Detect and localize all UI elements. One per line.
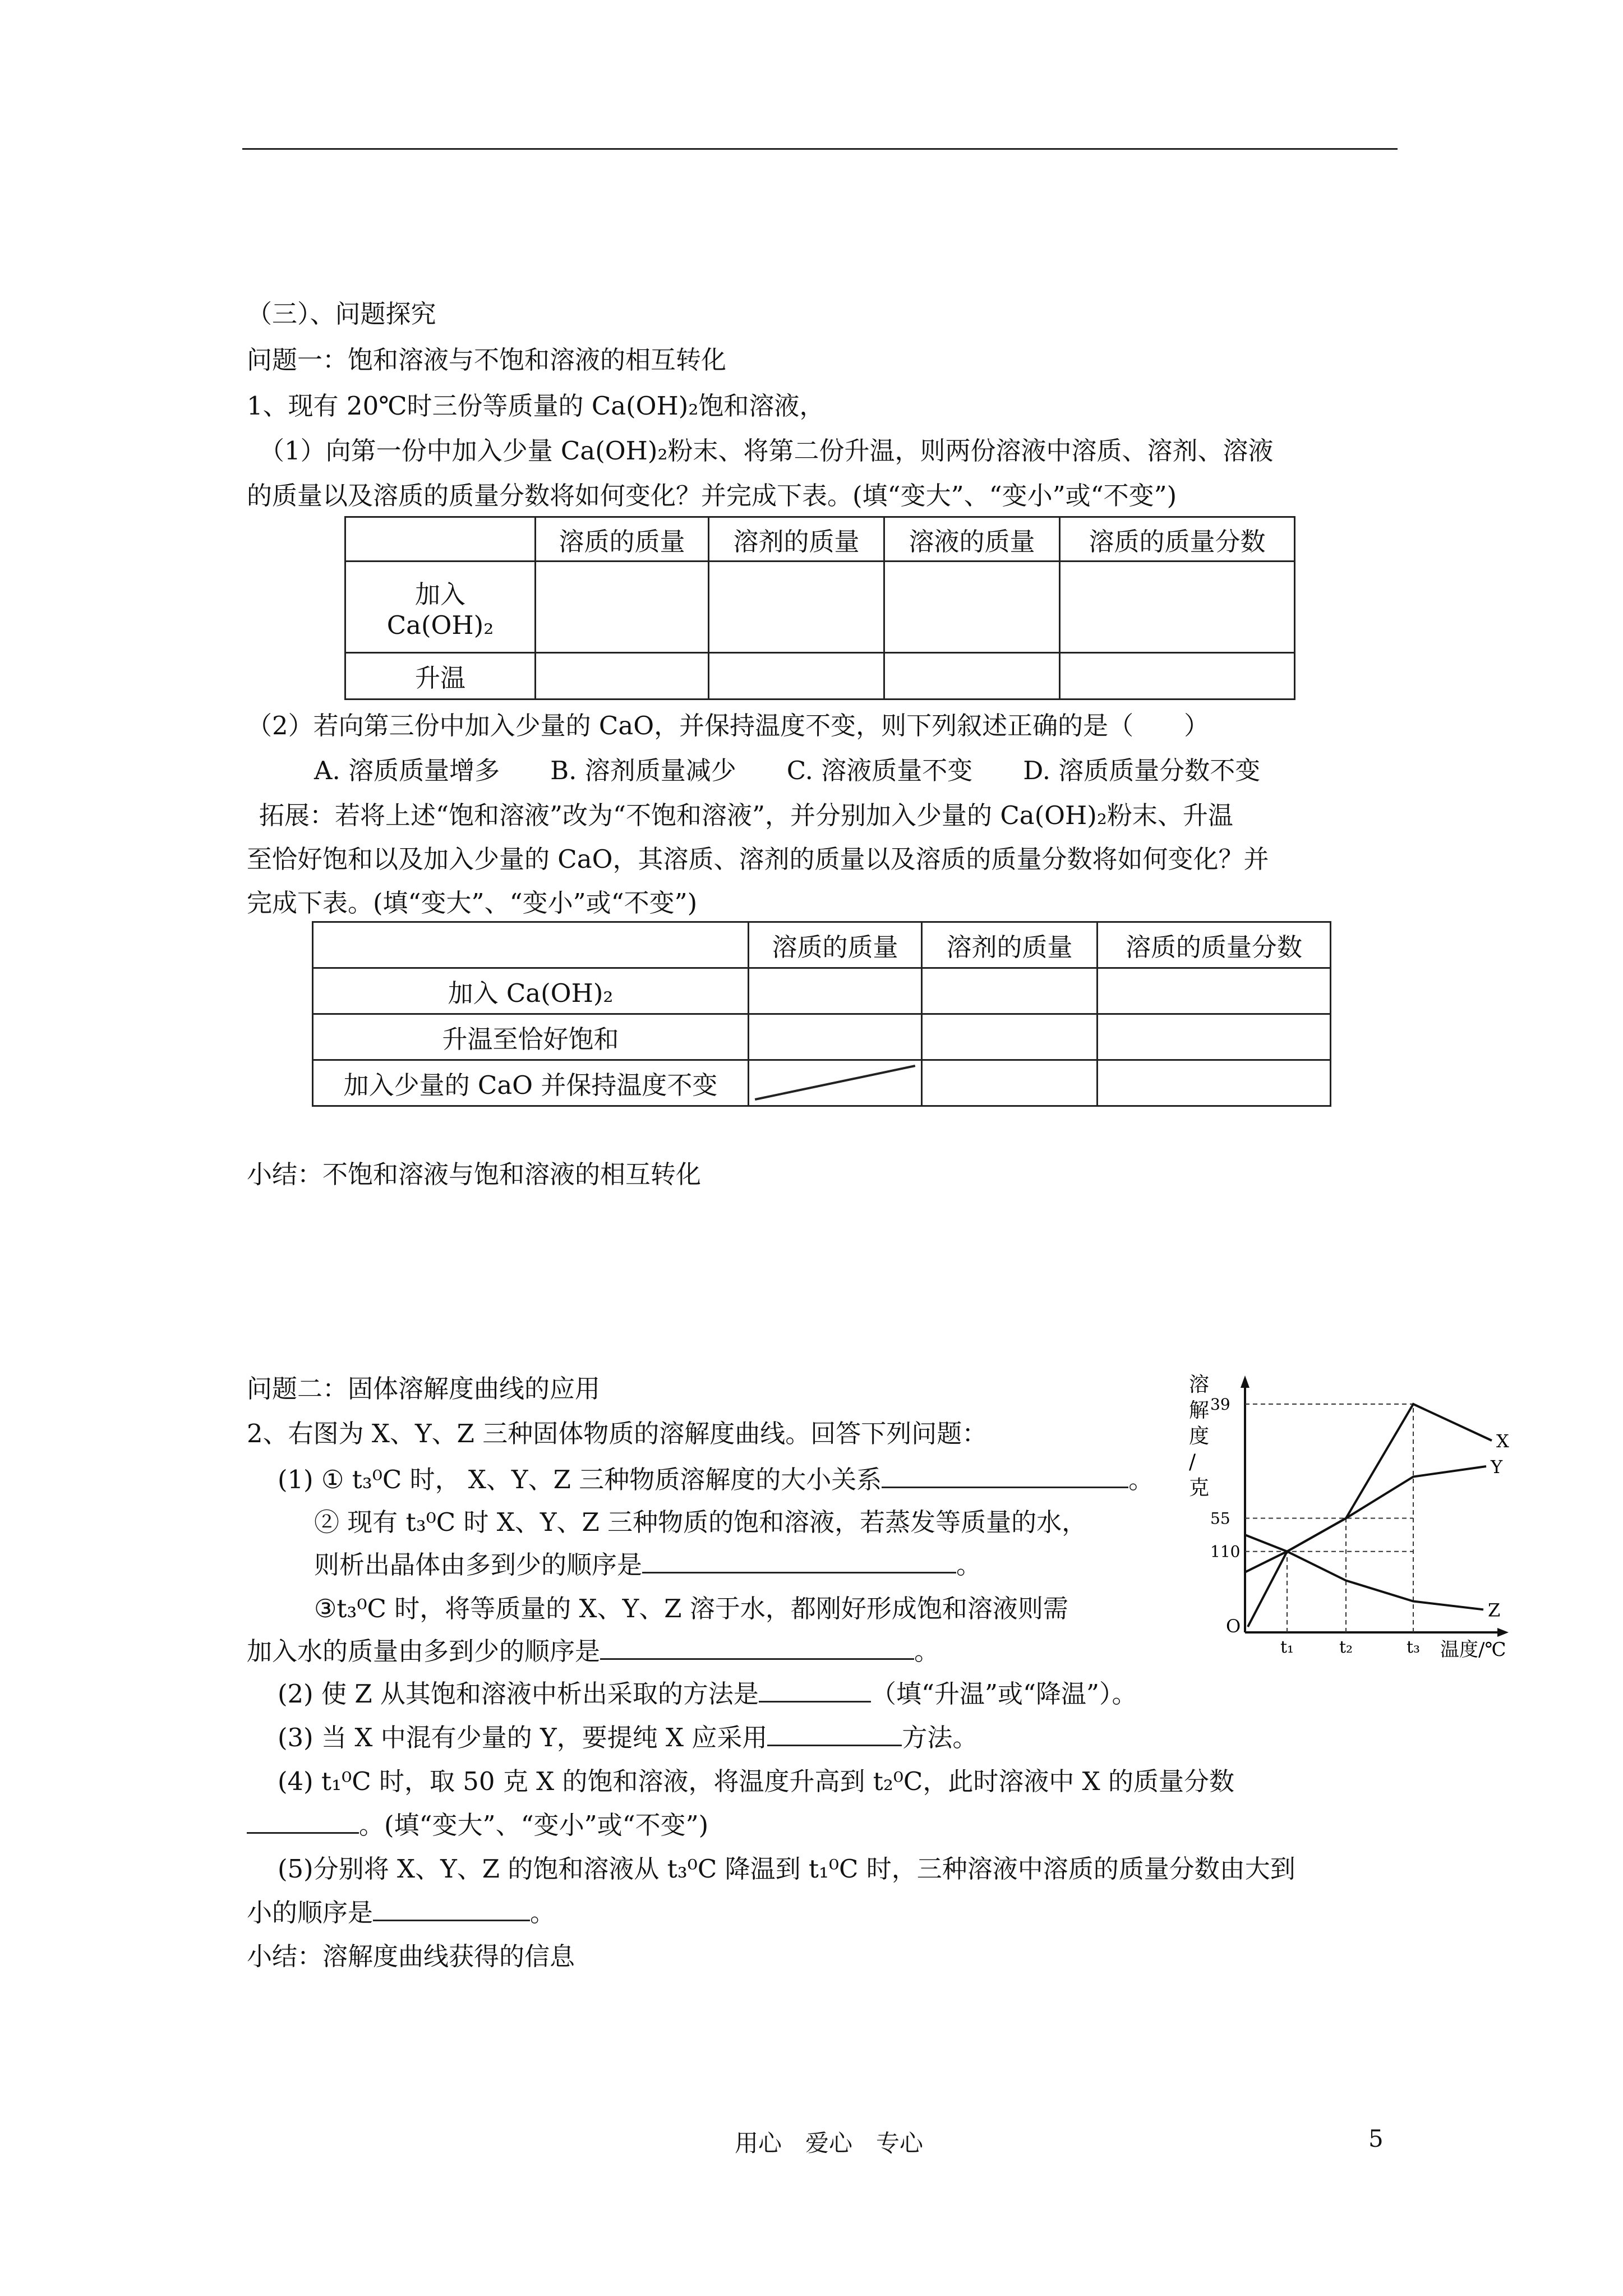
- table-header: 溶质的质量分数: [1098, 922, 1331, 968]
- q2-p2-end: （填“升温”或“降温”）。: [870, 1679, 1137, 1709]
- answer-cell[interactable]: [1098, 1060, 1331, 1106]
- answer-blank[interactable]: [600, 1658, 914, 1660]
- series-line-x: [1248, 1404, 1492, 1627]
- table-header: 溶质的质量: [536, 517, 709, 562]
- table-cell: [345, 517, 536, 562]
- ext-line2: 至恰好饱和以及加入少量的 CaO，其溶质、溶剂的质量以及溶质的质量分数将如何变化？并: [247, 844, 1269, 874]
- q2-s5-text: 加入水的质量由多到少的顺序是: [247, 1636, 601, 1666]
- diagonal-strike: [749, 1061, 921, 1105]
- q1-part2: （2）若向第三份中加入少量的 CaO，并保持温度不变，则下列叙述正确的是（ ）: [247, 711, 1210, 740]
- answer-cell[interactable]: [749, 968, 922, 1014]
- y-axis-label-char: 解: [1189, 1399, 1210, 1422]
- answer-cell[interactable]: [884, 652, 1060, 699]
- x-tick-label: t₁: [1280, 1637, 1294, 1657]
- y-tick-label: 39: [1210, 1395, 1230, 1414]
- answer-cell[interactable]: [709, 652, 884, 699]
- series-label-x: X: [1496, 1430, 1509, 1452]
- answer-blank[interactable]: [247, 1832, 359, 1834]
- answer-cell[interactable]: [709, 562, 884, 653]
- table-header: 溶液的质量: [884, 517, 1060, 562]
- q2-s3: [314, 1549, 981, 1581]
- row-label: 加入 Ca(OH)₂: [313, 968, 749, 1014]
- origin-label: O: [1226, 1616, 1241, 1637]
- answer-cell[interactable]: [922, 1060, 1098, 1106]
- x-tick-label: t₂: [1339, 1637, 1353, 1657]
- q2-p5: (5)分别将 X、Y、Z 的饱和溶液从 t₃⁰C 降温到 t₁⁰C 时，三种溶液中溶质的质量分数由大到: [278, 1854, 1295, 1884]
- y-axis-label-char: 度: [1189, 1425, 1210, 1448]
- x-axis-arrow: [1497, 1628, 1509, 1637]
- x-axis-label: 温度/℃: [1440, 1639, 1506, 1660]
- row-label: 升温至恰好饱和: [313, 1014, 749, 1060]
- q2-summary: 小结：溶解度曲线获得的信息: [247, 1941, 575, 1971]
- table-header: 溶质的质量分数: [1060, 517, 1295, 562]
- ext-line3: 完成下表。(填“变大”、“变小”或“不变”): [247, 888, 698, 918]
- q2-s5: [247, 1636, 939, 1667]
- q2-s1-text: (1) ① t₃⁰C 时， X、Y、Z 三种物质溶解度的大小关系: [278, 1465, 882, 1494]
- q2-s5-end: 。: [914, 1636, 940, 1666]
- q2-intro: 2、右图为 X、Y、Z 三种固体物质的溶解度曲线。回答下列问题：: [247, 1419, 988, 1448]
- y-axis-arrow: [1241, 1375, 1249, 1388]
- q2-p5b-text: 小的顺序是: [247, 1898, 374, 1927]
- row-label-add: [345, 562, 536, 653]
- answer-cell[interactable]: [536, 562, 709, 653]
- q2-p5b: [247, 1897, 555, 1929]
- answer-cell[interactable]: [749, 1014, 922, 1060]
- q2-s3-end: 。: [956, 1550, 982, 1580]
- row-label: 加入少量的 CaO 并保持温度不变: [313, 1060, 749, 1106]
- q2-heading: 问题二：固体溶解度曲线的应用: [247, 1374, 601, 1404]
- q2-p2-text: (2) 使 Z 从其饱和溶液中析出采取的方法是: [278, 1679, 759, 1709]
- q1-summary: 小结：不饱和溶液与饱和溶液的相互转化: [247, 1159, 702, 1189]
- answer-cell[interactable]: [922, 968, 1098, 1014]
- table-1: [344, 516, 1295, 700]
- answer-blank[interactable]: [767, 1745, 902, 1746]
- table-cell: [313, 922, 749, 968]
- table-header: 溶剂的质量: [709, 517, 884, 562]
- header-rule: [242, 148, 1398, 150]
- answer-blank[interactable]: [882, 1487, 1128, 1488]
- q2-s1-end: 。: [1128, 1465, 1154, 1494]
- answer-cell[interactable]: [922, 1014, 1098, 1060]
- section-title: （三）、问题探究: [247, 299, 436, 329]
- y-axis-label-char: /: [1189, 1451, 1196, 1474]
- struck-cell: [749, 1060, 922, 1106]
- q1-options: A. 溶质质量增多 B. 溶剂质量减少 C. 溶液质量不变 D. 溶质质量分数不变: [314, 756, 1261, 785]
- q2-p2: [278, 1678, 1137, 1710]
- y-axis-label: [1189, 1373, 1209, 1499]
- row-label-add-b: Ca(OH)₂: [386, 610, 494, 640]
- series-line-y: [1245, 1466, 1486, 1572]
- answer-cell[interactable]: [536, 652, 709, 699]
- solubility-chart: [1172, 1369, 1520, 1660]
- answer-cell[interactable]: [1060, 652, 1295, 699]
- row-label-heat: 升温: [345, 652, 536, 699]
- table-2: [312, 921, 1331, 1107]
- footer-text: 用心 爱心 专心: [735, 2129, 924, 2157]
- series-label-y: Y: [1491, 1456, 1503, 1478]
- q2-p4b: [247, 1810, 708, 1841]
- series-label-z: Z: [1488, 1599, 1501, 1621]
- series-line-z: [1245, 1535, 1483, 1609]
- page-number: 5: [1368, 2125, 1384, 2152]
- answer-cell[interactable]: [1098, 968, 1331, 1014]
- answer-blank[interactable]: [373, 1920, 530, 1921]
- y-axis-label-char: 克: [1189, 1476, 1210, 1499]
- q2-s1: [278, 1464, 1154, 1496]
- q2-p4b-text: 。(填“变大”、“变小”或“不变”): [359, 1810, 709, 1840]
- y-tick-label: 110: [1210, 1542, 1241, 1561]
- answer-cell[interactable]: [1098, 1014, 1331, 1060]
- q2-p4: (4) t₁⁰C 时，取 50 克 X 的饱和溶液，将温度升高到 t₂⁰C，此时溶液中 X 的质量分数: [278, 1766, 1235, 1796]
- answer-cell[interactable]: [884, 562, 1060, 653]
- table-header: 溶剂的质量: [922, 922, 1098, 968]
- q2-p3-end: 方法。: [902, 1723, 978, 1752]
- y-tick-label: 55: [1210, 1509, 1230, 1528]
- q2-p3-text: (3) 当 X 中混有少量的 Y，要提纯 X 应采用: [278, 1723, 768, 1752]
- q1-line1: 1、现有 20℃时三份等质量的 Ca(OH)₂饱和溶液，: [247, 391, 825, 421]
- q2-s4: ③t₃⁰C 时，将等质量的 X、Y、Z 溶于水，都刚好形成饱和溶液则需: [314, 1594, 1068, 1623]
- q2-p5b-end: 。: [530, 1898, 556, 1927]
- q2-s2: ② 现有 t₃⁰C 时 X、Y、Z 三种物质的饱和溶液，若蒸发等质量的水，: [314, 1507, 1087, 1537]
- q2-p3: [278, 1722, 978, 1754]
- q2-s3-text: 则析出晶体由多到少的顺序是: [314, 1550, 643, 1580]
- table-header: 溶质的质量: [749, 922, 922, 968]
- answer-blank[interactable]: [759, 1701, 871, 1703]
- q1-line3: 的质量以及溶质的质量分数将如何变化？并完成下表。(填“变大”、“变小”或“不变”): [247, 481, 1177, 510]
- y-axis-label-char: 溶: [1189, 1373, 1210, 1396]
- x-tick-label: t₃: [1407, 1637, 1421, 1657]
- answer-cell[interactable]: [1060, 562, 1295, 653]
- q1-heading: 问题一：饱和溶液与不饱和溶液的相互转化: [247, 345, 727, 375]
- ext-line1: 拓展：若将上述“饱和溶液”改为“不饱和溶液”，并分别加入少量的 Ca(OH)₂粉末、升温: [259, 800, 1233, 830]
- row-label-add-a: 加入: [414, 579, 465, 609]
- q1-line2: （1）向第一份中加入少量 Ca(OH)₂粉末、将第二份升温，则两份溶液中溶质、溶剂、溶液: [259, 436, 1274, 466]
- answer-blank[interactable]: [642, 1572, 956, 1573]
